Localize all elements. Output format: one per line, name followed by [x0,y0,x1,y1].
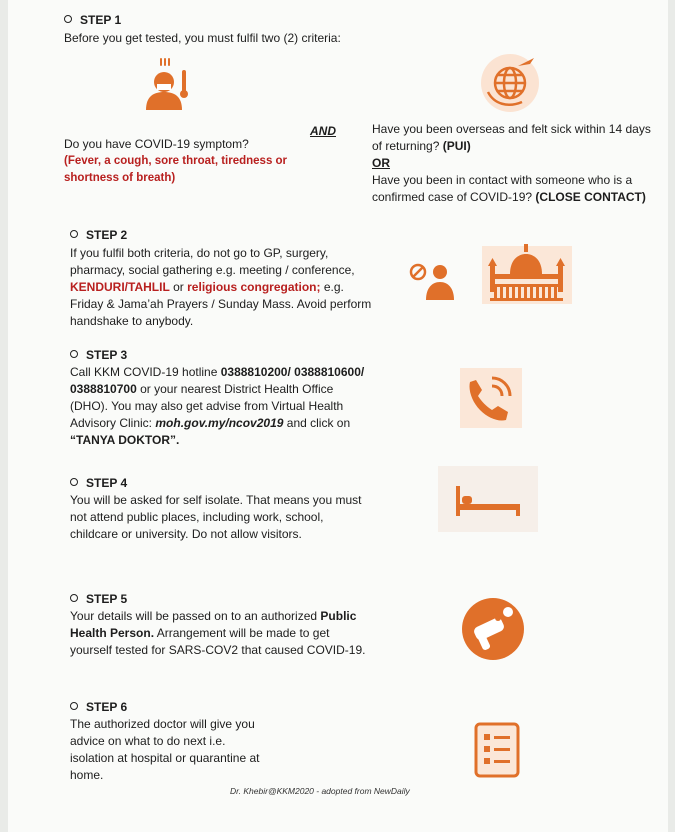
step2-heading: STEP 2 [70,228,127,242]
symptom-question: Do you have COVID-19 symptom? [64,137,249,151]
bed-icon [438,466,538,532]
hotline-numbers: 0388810200/ 0388810600/ 0388810700 [70,365,365,396]
symptom-list: (Fever, a cough, sore throat, tiredness or shortness of breath) [64,155,288,184]
globe-icon [478,52,542,114]
advisory-url: moh.gov.my/ncov2019 [155,416,284,430]
mosque-icon [482,240,572,304]
thermometer-scan-icon [460,596,526,662]
step4-text: You will be asked for self isolate. That means you must not attend public places, including work, school, childcare or university. Do not allow visitors. [70,493,362,541]
tanya-doktor-label: “TANYA DOKTOR”. [70,433,180,447]
step6-heading: STEP 6 [70,700,127,714]
credit-line: Dr. Khebir@KKM2020 - adopted from NewDaily [230,786,410,796]
phone-icon [460,364,522,430]
step1-heading: STEP 1 [64,13,121,27]
symptom-criteria [64,136,334,187]
step4-heading: STEP 4 [70,476,127,490]
step1-intro: Before you get tested, you must fulfil two (2) criteria: [64,31,341,45]
contact-question: Have you been in contact with someone who is a confirmed case of COVID-19? (CLOSE CONTACT) [372,173,646,204]
step2-text: If you fulfil both criteria, do not go to GP, surgery, pharmacy, social gathering e.g. meeting / conference, KENDURI/TAHLIL or religious congregation; e.g. Friday & Jama’ah Prayers / Sunday Mass. Avoid perform handshake to anybody. [70,246,372,328]
no-gathering-icon [408,258,468,306]
infographic-sheet [8,0,668,832]
pui-label: (PUI) [442,139,471,153]
step3-heading: STEP 3 [70,348,127,362]
close-contact-label: (CLOSE CONTACT) [535,190,646,204]
public-health-person-label: Public Health Person. [70,609,357,640]
step6-text: The authorized doctor will give you advice on what to do next i.e. isolation at hospital or quarantine at home. [70,717,260,782]
kenduri-label: KENDURI/TAHLIL [70,280,170,294]
sick-person-icon [138,56,194,110]
and-label: AND [310,124,336,138]
checklist-icon [474,722,520,778]
or-label: OR [372,156,390,170]
step3-text: Call KKM COVID-19 hotline 0388810200/ 0388810600/ 0388810700 or your nearest District Health Office (DHO). You may also get advise from Virtual Health Advisory Clinic: moh.gov.my/ncov2019 and click on “TANYA DOKTOR”. [70,365,365,447]
overseas-question: Have you been overseas and felt sick within 14 days of returning? (PUI) [372,122,651,153]
exposure-criteria [372,121,662,206]
step5-heading: STEP 5 [70,592,127,606]
religious-label: religious congregation; [187,280,321,294]
step5-text: Your details will be passed on to an authorized Public Health Person. Arrangement will be made to get yourself tested for SARS-COV2 that caused COVID-19. [70,609,366,657]
